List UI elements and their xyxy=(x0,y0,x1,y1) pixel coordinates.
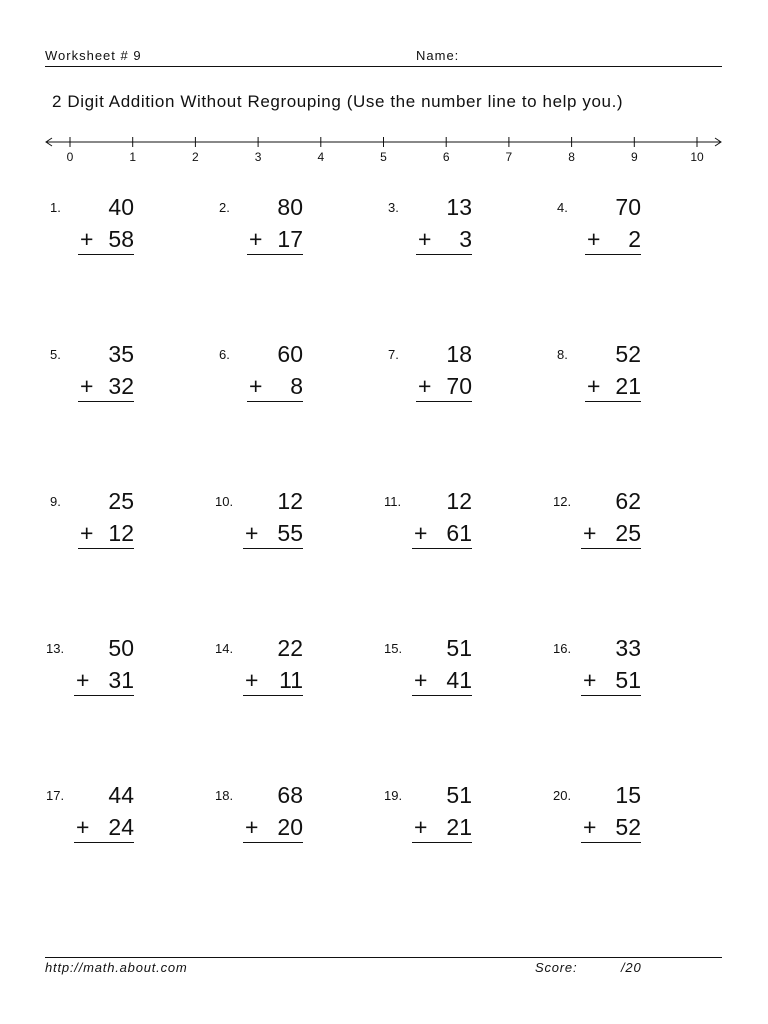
problem-9 xyxy=(50,490,134,554)
answer-line xyxy=(243,548,303,549)
problem-number: 3. xyxy=(388,200,399,215)
bottom-addend: 17 xyxy=(277,226,303,252)
bottom-addend: 8 xyxy=(290,373,303,399)
problem-1 xyxy=(50,196,134,260)
footer-url: http://math.about.com xyxy=(45,960,188,975)
problem-number: 20. xyxy=(553,788,572,803)
problem-14 xyxy=(215,637,303,701)
instructions-text: 2 Digit Addition Without Regrouping (Use the number line to help you.) xyxy=(52,92,624,111)
bottom-addend: 61 xyxy=(446,520,472,546)
top-addend: 33 xyxy=(615,635,641,661)
answer-line xyxy=(416,254,472,255)
answer-line xyxy=(247,254,303,255)
footer-rule xyxy=(45,957,722,958)
plus-sign: + xyxy=(80,226,94,252)
bottom-addend: 12 xyxy=(108,520,134,546)
problem-number: 19. xyxy=(384,788,403,803)
bottom-addend: 3 xyxy=(459,226,472,252)
problem-number: 8. xyxy=(557,347,568,362)
bottom-addend: 32 xyxy=(108,373,134,399)
answer-line xyxy=(585,254,641,255)
top-addend: 70 xyxy=(615,194,641,220)
bottom-addend: 24 xyxy=(108,814,134,840)
bottom-addend: 41 xyxy=(446,667,472,693)
number-line-label: 6 xyxy=(442,150,450,164)
bottom-addend: 25 xyxy=(615,520,641,546)
bottom-addend: 11 xyxy=(279,667,303,693)
bottom-addend: 70 xyxy=(446,373,472,399)
answer-line xyxy=(416,401,472,402)
problem-number: 1. xyxy=(50,200,61,215)
top-addend: 80 xyxy=(277,194,303,220)
problem-15 xyxy=(384,637,472,701)
answer-line xyxy=(412,548,472,549)
bottom-addend: 58 xyxy=(108,226,134,252)
top-addend: 50 xyxy=(108,635,134,661)
problem-number: 6. xyxy=(219,347,230,362)
bottom-addend: 21 xyxy=(446,814,472,840)
plus-sign: + xyxy=(245,667,259,693)
answer-line xyxy=(581,548,641,549)
answer-line xyxy=(581,695,641,696)
plus-sign: + xyxy=(414,814,428,840)
problem-number: 17. xyxy=(46,788,65,803)
answer-line xyxy=(78,548,134,549)
problem-5 xyxy=(50,343,134,407)
number-line-label: 7 xyxy=(505,150,513,164)
top-addend: 35 xyxy=(108,341,134,367)
problem-3 xyxy=(388,196,472,260)
number-line-label: 4 xyxy=(317,150,325,164)
answer-line xyxy=(74,695,134,696)
number-line-label: 0 xyxy=(66,150,74,164)
top-addend: 40 xyxy=(108,194,134,220)
plus-sign: + xyxy=(414,520,428,546)
bottom-addend: 21 xyxy=(615,373,641,399)
problem-19 xyxy=(384,784,472,848)
plus-sign: + xyxy=(583,520,597,546)
number-line-label: 9 xyxy=(630,150,638,164)
number-line-label: 10 xyxy=(690,150,704,164)
top-addend: 18 xyxy=(446,341,472,367)
number-line-label: 8 xyxy=(568,150,575,164)
answer-line xyxy=(78,254,134,255)
answer-line xyxy=(412,842,472,843)
bottom-addend: 20 xyxy=(277,814,303,840)
score-label: Score: xyxy=(535,960,578,975)
answer-line xyxy=(585,401,641,402)
problem-number: 16. xyxy=(553,641,572,656)
problem-10 xyxy=(215,490,303,554)
plus-sign: + xyxy=(249,373,263,399)
plus-sign: + xyxy=(583,667,597,693)
top-addend: 51 xyxy=(446,782,472,808)
answer-line xyxy=(74,842,134,843)
plus-sign: + xyxy=(80,373,94,399)
problem-17 xyxy=(46,784,134,848)
problem-18 xyxy=(215,784,303,848)
problem-8 xyxy=(557,343,641,407)
number-line-label: 1 xyxy=(129,150,137,164)
problem-16 xyxy=(553,637,641,701)
answer-line xyxy=(581,842,641,843)
plus-sign: + xyxy=(418,226,432,252)
top-addend: 25 xyxy=(108,488,134,514)
plus-sign: + xyxy=(418,373,432,399)
problem-number: 13. xyxy=(46,641,65,656)
top-addend: 51 xyxy=(446,635,472,661)
name-label: Name: xyxy=(416,48,460,63)
plus-sign: + xyxy=(583,814,597,840)
problem-6 xyxy=(219,343,303,407)
score-total: /20 xyxy=(621,960,642,975)
top-addend: 12 xyxy=(446,488,472,514)
problem-number: 9. xyxy=(50,494,61,509)
answer-line xyxy=(247,401,303,402)
problem-12 xyxy=(553,490,641,554)
top-addend: 60 xyxy=(277,341,303,367)
plus-sign: + xyxy=(76,667,90,693)
problem-number: 10. xyxy=(215,494,234,509)
answer-line xyxy=(243,842,303,843)
top-addend: 22 xyxy=(277,635,303,661)
problem-4 xyxy=(557,196,641,260)
bottom-addend: 31 xyxy=(108,667,134,693)
worksheet-title: Worksheet # 9 xyxy=(45,48,142,63)
plus-sign: + xyxy=(249,226,263,252)
problem-2 xyxy=(219,196,303,260)
problem-number: 18. xyxy=(215,788,234,803)
top-addend: 62 xyxy=(615,488,641,514)
number-line-label: 3 xyxy=(254,150,262,164)
problem-number: 2. xyxy=(219,200,230,215)
plus-sign: + xyxy=(414,667,428,693)
problem-20 xyxy=(553,784,641,848)
plus-sign: + xyxy=(245,814,259,840)
plus-sign: + xyxy=(245,520,259,546)
problem-number: 4. xyxy=(557,200,568,215)
answer-line xyxy=(412,695,472,696)
problem-13 xyxy=(46,637,134,701)
plus-sign: + xyxy=(587,226,601,252)
top-addend: 12 xyxy=(277,488,303,514)
problem-number: 11. xyxy=(384,494,402,509)
problem-number: 12. xyxy=(553,494,572,509)
answer-line xyxy=(243,695,303,696)
problem-11 xyxy=(384,490,472,554)
number-line-label: 2 xyxy=(192,150,199,164)
problem-7 xyxy=(388,343,472,407)
top-addend: 13 xyxy=(446,194,472,220)
problem-number: 14. xyxy=(215,641,234,656)
problem-number: 5. xyxy=(50,347,61,362)
number-line-label: 5 xyxy=(380,150,387,164)
plus-sign: + xyxy=(587,373,601,399)
top-addend: 68 xyxy=(277,782,303,808)
top-addend: 44 xyxy=(108,782,134,808)
top-addend: 52 xyxy=(615,341,641,367)
plus-sign: + xyxy=(76,814,90,840)
bottom-addend: 51 xyxy=(615,667,641,693)
bottom-addend: 55 xyxy=(277,520,303,546)
top-addend: 15 xyxy=(615,782,641,808)
problem-number: 7. xyxy=(388,347,399,362)
answer-line xyxy=(78,401,134,402)
bottom-addend: 52 xyxy=(615,814,641,840)
plus-sign: + xyxy=(80,520,94,546)
bottom-addend: 2 xyxy=(628,226,641,252)
problem-number: 15. xyxy=(384,641,403,656)
